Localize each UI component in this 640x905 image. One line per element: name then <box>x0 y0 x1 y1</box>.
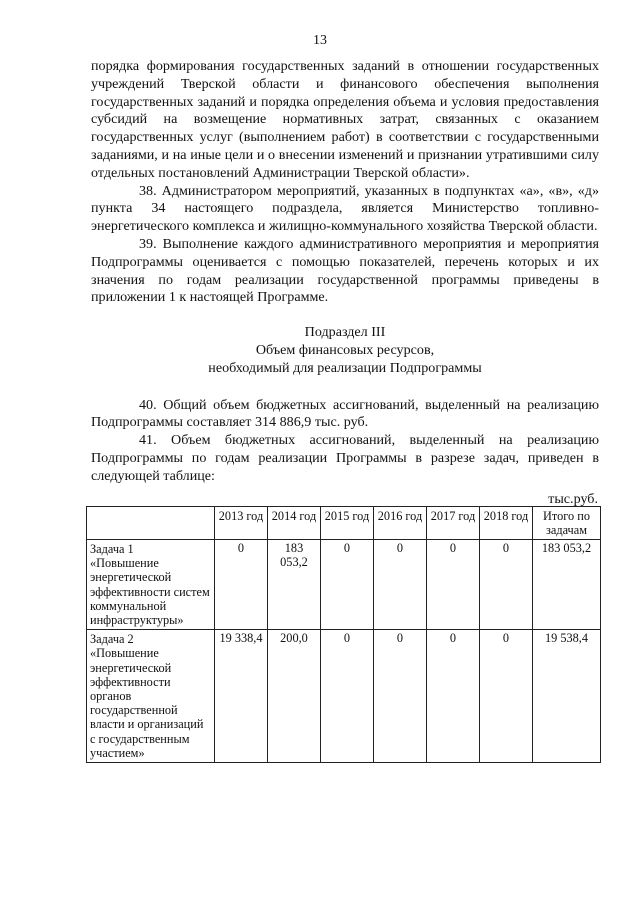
value-cell: 0 <box>480 630 533 763</box>
page-number: 13 <box>313 33 327 48</box>
header-cell-2014: 2014 год <box>268 506 321 539</box>
heading-line-2: Объем финансовых ресурсов, <box>255 341 435 358</box>
paragraph-40: 40. Общий объем бюджетных ассигнований, выделенный на реализацию Подпрограммы составляет 314 886,9 тыс. руб. <box>91 396 599 431</box>
header-cell-2013: 2013 год <box>215 506 268 539</box>
task-cell <box>87 539 215 629</box>
value-cell: 0 <box>374 539 427 629</box>
task-label: Задача 2 <box>90 632 134 647</box>
section-heading <box>91 324 599 377</box>
paragraph-continuation: порядка формирования государственных заданий в отношении государственных учреждений Тверской области и финансового обеспечения выполнения государственных заданий и порядка определения объема и условия предоставления субсидий на возмещение нормативных затрат, связанных с оказанием государственных услуг (выполнением работ) в соответствии с государственными заданиями, и на иные цели и о внесении изменений и признании утратившими силу отдельных постановлений Администрации Тверской области». <box>91 58 599 181</box>
value-cell: 0 <box>427 630 480 763</box>
header-cell-2015: 2015 год <box>321 506 374 539</box>
heading-line-3: необходимый для реализации Подпрограммы <box>208 359 482 376</box>
value-cell: 0 <box>427 539 480 629</box>
value-cell: 0 <box>321 539 374 629</box>
table-row <box>87 630 601 763</box>
paragraph-39: 39. Выполнение каждого административного мероприятия и мероприятия Подпрограммы оценивается с помощью показателей, перечень которых и их значения по годам реализации государственной программы приведены в приложении 1 к настоящей Программе. <box>91 235 599 306</box>
value-cell: 0 <box>215 539 268 629</box>
table-header-row <box>87 506 601 539</box>
header-cell-total: Итого по задачам <box>533 506 601 539</box>
task-cell <box>87 630 215 763</box>
task-name: «Повышение энергетической эффективности систем коммунальной инфраструктуры» <box>90 556 210 627</box>
total-cell: 19 538,4 <box>533 630 601 763</box>
header-cell-2018: 2018 год <box>480 506 533 539</box>
paragraph-38: 38. Администратором мероприятий, указанных в подпунктах «а», «в», «д» пункта 34 настоящего подраздела, является Министерство топливно-энергетического комплекса и жилищно-коммунального хозяйства Тверской области. <box>91 182 599 235</box>
total-cell: 183 053,2 <box>533 539 601 629</box>
task-name: «Повышение энергетической эффективности органов государственной власти и организаций с государственным участием» <box>90 646 204 760</box>
value-cell: 200,0 <box>268 630 321 763</box>
task-label: Задача 1 <box>90 541 134 556</box>
value-cell: 0 <box>480 539 533 629</box>
table-units: тыс.руб. <box>548 490 598 507</box>
value-cell: 183 053,2 <box>268 539 321 629</box>
value-cell: 0 <box>321 630 374 763</box>
header-cell-2017: 2017 год <box>427 506 480 539</box>
table-row <box>87 539 601 629</box>
header-cell-empty <box>87 506 215 539</box>
header-cell-2016: 2016 год <box>374 506 427 539</box>
value-cell: 0 <box>374 630 427 763</box>
value-cell: 19 338,4 <box>215 630 268 763</box>
heading-line-1: Подраздел III <box>304 324 386 341</box>
financing-table <box>86 506 601 763</box>
document-body <box>91 58 599 763</box>
paragraph-41: 41. Объем бюджетных ассигнований, выделенный на реализацию Подпрограммы по годам реализации Программы в разрезе задач, приведен в следующей таблице: <box>91 432 599 484</box>
